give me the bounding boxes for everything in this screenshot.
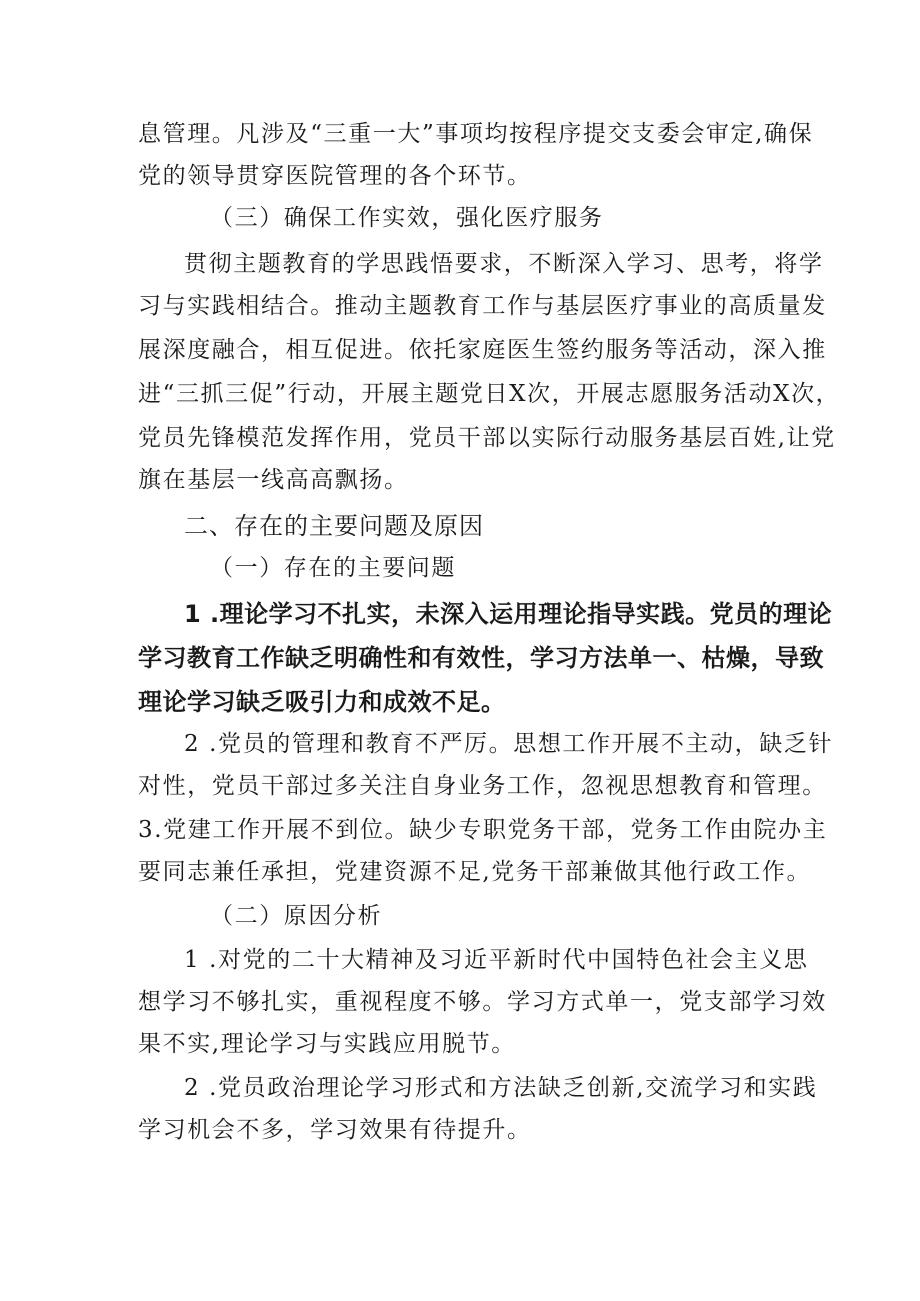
text-line: 对性，党员干部过多关注自身业务工作，忽视思想教育和管理。: [138, 773, 827, 799]
text-line: 学习机会不多，学习效果有待提升。: [138, 1117, 532, 1143]
section-subheading: （二）原因分析: [210, 903, 383, 929]
section-subheading: （一）存在的主要问题: [210, 555, 456, 581]
text-line: 息管理。凡涉及“三重一大”事项均按程序提交支委会审定,确保: [138, 121, 814, 147]
text-line-bold: 1 .理论学习不扎实，未深入运用理论指导实践。党员的理论: [184, 600, 833, 628]
text-line: 旗在基层一线高高飘扬。: [138, 467, 409, 493]
text-line: 贯彻主题教育的学思践悟要求，不断深入学习、思考，将学: [184, 251, 824, 277]
text-line-bold: 学习教育工作缺乏明确性和有效性，学习方法单一、枯燥，导致: [138, 644, 824, 672]
text-line: 2 .党员政治理论学习形式和方法缺乏创新,交流学习和实践: [184, 1075, 818, 1101]
section-subheading: （三）确保工作实效，强化医疗服务: [210, 205, 604, 231]
text-line-bold: 理论学习缺乏吸引力和成效不足。: [138, 688, 506, 716]
text-line: 3.党建工作开展不到位。缺少专职党务干部，党务工作由院办主: [138, 817, 828, 843]
text-line: 2 .党员的管理和教育不严厉。思想工作开展不主动，缺乏针: [184, 731, 834, 757]
text-line: 习与实践相结合。推动主题教育工作与基层医疗事业的高质量发: [138, 293, 827, 319]
text-line: 1 .对党的二十大精神及习近平新时代中国特色社会主义思: [184, 947, 809, 973]
text-line: 果不实,理论学习与实践应用脱节。: [138, 1031, 516, 1057]
section-heading: 二、存在的主要问题及原因: [184, 512, 484, 540]
text-line: 进“三抓三促”行动，开展主题党日X次，开展志愿服务活动X次，: [138, 381, 841, 407]
text-line: 党的领导贯穿医院管理的各个环节。: [138, 163, 532, 189]
text-line: 要同志兼任承担，党建资源不足,党务干部兼做其他行政工作。: [138, 859, 812, 885]
text-line: 党员先锋模范发挥作用，党员干部以实际行动服务基层百姓,让党: [138, 425, 836, 451]
text-line: 想学习不够扎实，重视程度不够。学习方式单一，党支部学习效: [138, 989, 827, 1015]
text-line: 展深度融合，相互促进。依托家庭医生签约服务等活动，深入推: [138, 337, 827, 363]
